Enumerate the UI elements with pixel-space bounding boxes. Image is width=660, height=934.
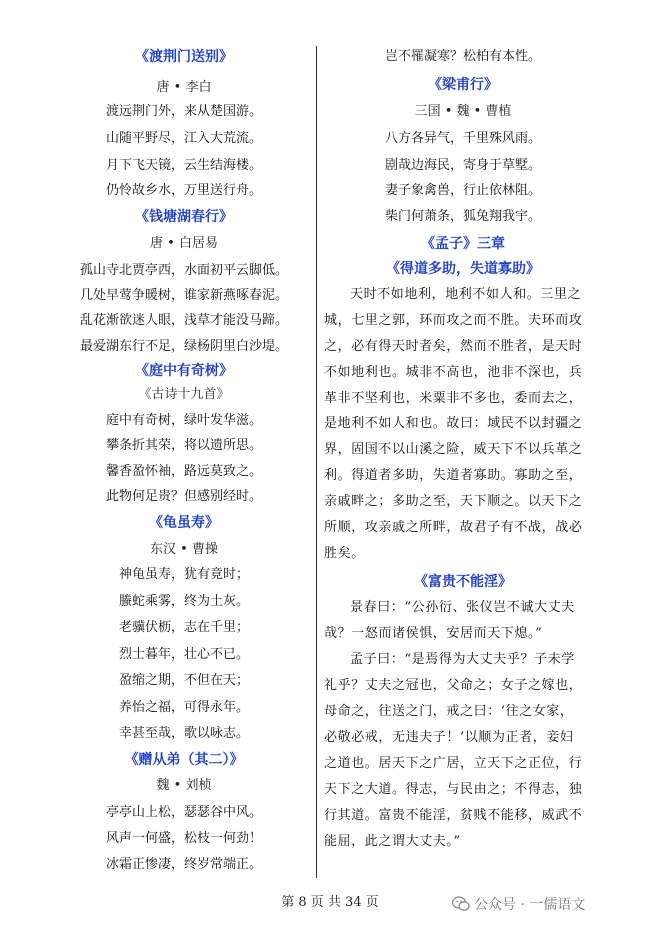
prose-line: 母命之，往送之门，戒之曰：‘往之女家，	[324, 704, 574, 719]
poem-line: 柴门何萧条，狐兔翔我宇。	[384, 209, 541, 224]
poem-line: 养怡之福，可得永年。	[118, 700, 249, 715]
prose-line: 是地利不如人和也。故曰：域民不以封疆之	[324, 416, 583, 431]
prose-line: 天下之大道。得志，与民由之；不得志，独	[324, 782, 583, 797]
prose-line: 天时不如地利，地利不如人和。三里之	[350, 287, 582, 302]
prose-line: 能屈，此之谓大丈夫。”	[324, 834, 461, 849]
poem-line: 老骥伏枥，志在千里；	[118, 620, 249, 635]
poem-line: 馨香盈怀袖，路远莫致之。	[105, 464, 262, 479]
poem-line: 螣蛇乘雾，终为土灰。	[118, 594, 249, 609]
prose-line: 必敬必戒，无违夫子！’以顺为正者，妾妇	[324, 730, 574, 745]
poem-line: 亭亭山上松，瑟瑟谷中风。	[105, 805, 262, 820]
poem-author: 三国 • 魏 • 曹植	[414, 104, 512, 119]
section-subtitle: 《得道多助，失道寡助》	[386, 261, 540, 277]
prose-line: 亲戚畔之；多助之至，天下顺之。以天下之	[324, 494, 583, 509]
poem-author: 《古诗十九首》	[138, 387, 230, 402]
prose-line: 不如地利也。城非不高也，池非不深也，兵	[324, 365, 583, 380]
poem-line: 山随平野尽，江入大荒流。	[105, 131, 262, 146]
watermark-text: 公众号 · 一儒语文	[474, 897, 586, 913]
poem-line: 几处早莺争暖树，谁家新燕啄春泥。	[79, 288, 288, 303]
poem-line: 乱花渐欲迷人眼，浅草才能没马蹄。	[79, 313, 288, 328]
poem-line: 最爱湖东行不足，绿杨阴里白沙堤。	[79, 339, 288, 354]
prose-line: 所顺，攻亲戚之所畔，故君子有不战，战必	[324, 520, 583, 535]
poem-author: 东汉 • 曹操	[150, 542, 218, 557]
prose-line: 胜矣。	[324, 546, 365, 561]
poem-line: 冰霜正惨凄，终岁常端正。	[105, 857, 262, 872]
prose-line: 城，七里之郭，环而攻之而不胜。夫环而攻	[324, 313, 583, 328]
poem-line: 妻子象禽兽，行止依林阻。	[384, 183, 541, 198]
poem-line: 幸甚至哉，歌以咏志。	[118, 726, 249, 741]
poem-line: 攀条折其荣，将以遗所思。	[105, 438, 262, 453]
prose-line: 哉？一怒而诸侯惧，安居而天下熄。”	[324, 626, 543, 641]
section-subtitle: 《富贵不能淫》	[414, 574, 512, 590]
poem-title: 《梁甫行》	[428, 77, 498, 93]
poem-author: 唐 • 李白	[156, 80, 212, 95]
poem-title: 《龟虽寿》	[149, 515, 219, 531]
prose-line: 孟子曰：“是焉得为大丈夫乎？子未学	[350, 652, 575, 667]
prose-line: 景春曰：“公孙衍、张仪岂不诚大丈夫	[350, 600, 575, 615]
poem-title: 《庭中有奇树》	[135, 363, 233, 379]
poem-line: 庭中有奇树，绿叶发华滋。	[105, 413, 262, 428]
poem-line: 仍怜故乡水，万里送行舟。	[105, 183, 262, 198]
poem-author: 唐 • 白居易	[150, 236, 218, 251]
column-divider	[316, 46, 317, 878]
poem-line: 岂不罹凝寒？松柏有本性。	[384, 49, 541, 64]
section-title: 《孟子》三章	[421, 236, 505, 252]
wechat-icon	[452, 896, 470, 912]
poem-line: 此物何足贵？但感别经时。	[105, 489, 262, 504]
poem-line: 孤山寺北贾亭西，水面初平云脚低。	[79, 263, 288, 278]
poem-title: 《赠从弟（其二）》	[124, 752, 244, 768]
poem-line: 渡远荆门外，来从楚国游。	[105, 104, 262, 119]
poem-line: 烈士暮年，壮心不已。	[118, 647, 249, 662]
poem-title: 《钱塘湖春行》	[135, 209, 233, 225]
poem-line: 神龟虽寿，犹有竟时；	[118, 567, 249, 582]
page-number: 第 8 页 共 34 页	[281, 895, 379, 910]
prose-line: 革非不坚利也，米粟非不多也，委而去之，	[324, 391, 583, 406]
poem-line: 月下飞天镜，云生结海楼。	[105, 158, 262, 173]
poem-line: 八方各异气，千里殊风雨。	[384, 131, 541, 146]
poem-line: 风声一何盛，松枝一何劲！	[105, 831, 262, 846]
prose-line: 界，固国不以山溪之险，威天下不以兵革之	[324, 442, 583, 457]
poem-line: 剧哉边海民，寄身于草墅。	[384, 158, 541, 173]
poem-line: 盈缩之期，不但在天；	[118, 673, 249, 688]
prose-line: 利。得道者多助，失道者寡助。寡助之至，	[324, 468, 583, 483]
prose-line: 之道也。居天下之广居，立天下之正位，行	[324, 756, 583, 771]
poem-author: 魏 • 刘桢	[156, 778, 212, 793]
poem-title: 《渡荆门送别》	[135, 49, 233, 65]
prose-line: 之，必有得天时者矣，然而不胜者，是天时	[324, 339, 583, 354]
prose-line: 礼乎？丈夫之冠也，父命之；女子之嫁也，	[324, 678, 583, 693]
prose-line: 行其道。富贵不能淫，贫贱不能移，威武不	[324, 808, 583, 823]
